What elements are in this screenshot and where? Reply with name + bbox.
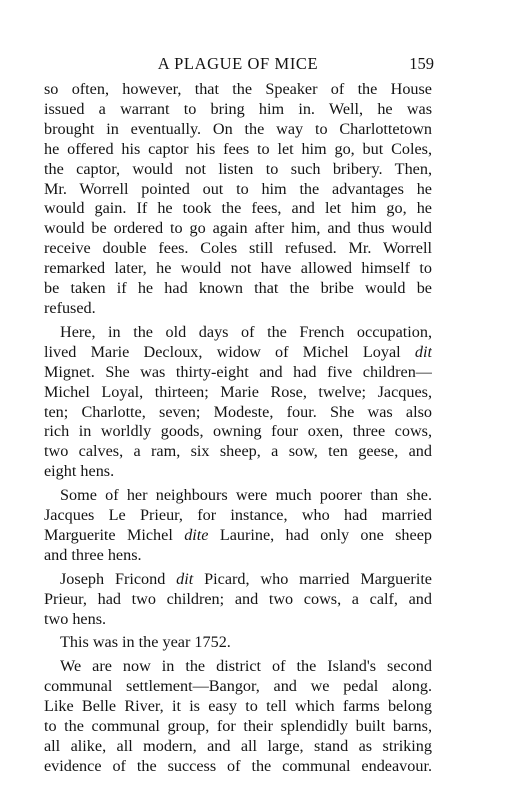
text-line: lived Marie Decloux, widow of Michel Loyal dit — [44, 342, 432, 361]
text-line: evidence of the success of the communal endeavour. — [44, 756, 432, 775]
text-line: issued a warrant to bring him in. Well, he was — [44, 99, 432, 118]
text-line: Joseph Fricond dit Picard, who married Marguerite — [60, 569, 432, 588]
text-line: Prieur, had two children; and two cows, a calf, and — [44, 589, 432, 608]
text-line: This was in the year 1752. — [60, 633, 231, 652]
paragraph-6 — [44, 657, 432, 776]
text-line: ten; Charlotte, seven; Modeste, four. She was also — [44, 402, 432, 421]
body-text — [44, 80, 432, 777]
text-line: all alike, all modern, and all large, stand as striking — [44, 737, 432, 755]
text-line: so often, however, that the Speaker of the House — [44, 80, 432, 98]
text-line: rich in worldly goods, owning four oxen, three cows, — [44, 422, 432, 441]
text-line: brought in eventually. On the way to Charlottetown — [44, 119, 432, 138]
text-line: Some of her neighbours were much poorer than she. — [60, 486, 432, 505]
text-line: eight hens. — [44, 462, 115, 481]
text-line: Here, in the old days of the French occupation, — [60, 322, 432, 341]
text-line: Michel Loyal, thirteen; Marie Rose, twelve; Jacques, — [44, 382, 432, 401]
text-line: Jacques Le Prieur, for instance, who had married — [44, 506, 432, 525]
page-number: 159 — [409, 54, 434, 73]
paragraph-1 — [44, 80, 432, 319]
text-line: Mignet. She was thirty-eight and had five children— — [44, 362, 432, 381]
page-header — [44, 54, 432, 76]
paragraph-5 — [44, 633, 432, 653]
text-line: Marguerite Michel dite Laurine, had only one sheep — [44, 525, 432, 544]
text-line: he offered his captor his fees to let him go, but Coles, — [44, 139, 432, 158]
text-line: receive double fees. Coles still refused. Mr. Worrell — [44, 239, 432, 258]
text-line: remarked later, he would not have allowed himself to — [44, 259, 432, 278]
text-line: We are now in the district of the Island's second — [60, 657, 432, 676]
text-line: and three hens. — [44, 545, 142, 564]
paragraph-3 — [44, 486, 432, 566]
paragraph-4 — [44, 570, 432, 630]
running-title: A PLAGUE OF MICE — [157, 54, 319, 73]
text-line: refused. — [44, 298, 96, 317]
text-line: Mr. Worrell pointed out to him the advantages he — [44, 179, 432, 198]
text-line: Like Belle River, it is easy to tell which farms belong — [44, 697, 432, 716]
text-line: to the communal group, for their splendidly built barns, — [44, 717, 432, 736]
text-line: the captor, would not listen to such bribery. Then, — [44, 159, 432, 178]
text-line: would gain. If he took the fees, and let him go, he — [44, 199, 432, 218]
text-line: would be ordered to go again after him, and thus would — [44, 219, 432, 238]
text-line: be taken if he had known that the bribe would be — [44, 279, 432, 298]
paragraph-2 — [44, 323, 432, 482]
text-line: two hens. — [44, 609, 107, 628]
text-line: communal settlement—Bangor, and we pedal along. — [44, 677, 432, 696]
text-line: two calves, a ram, six sheep, a sow, ten geese, and — [44, 442, 432, 461]
